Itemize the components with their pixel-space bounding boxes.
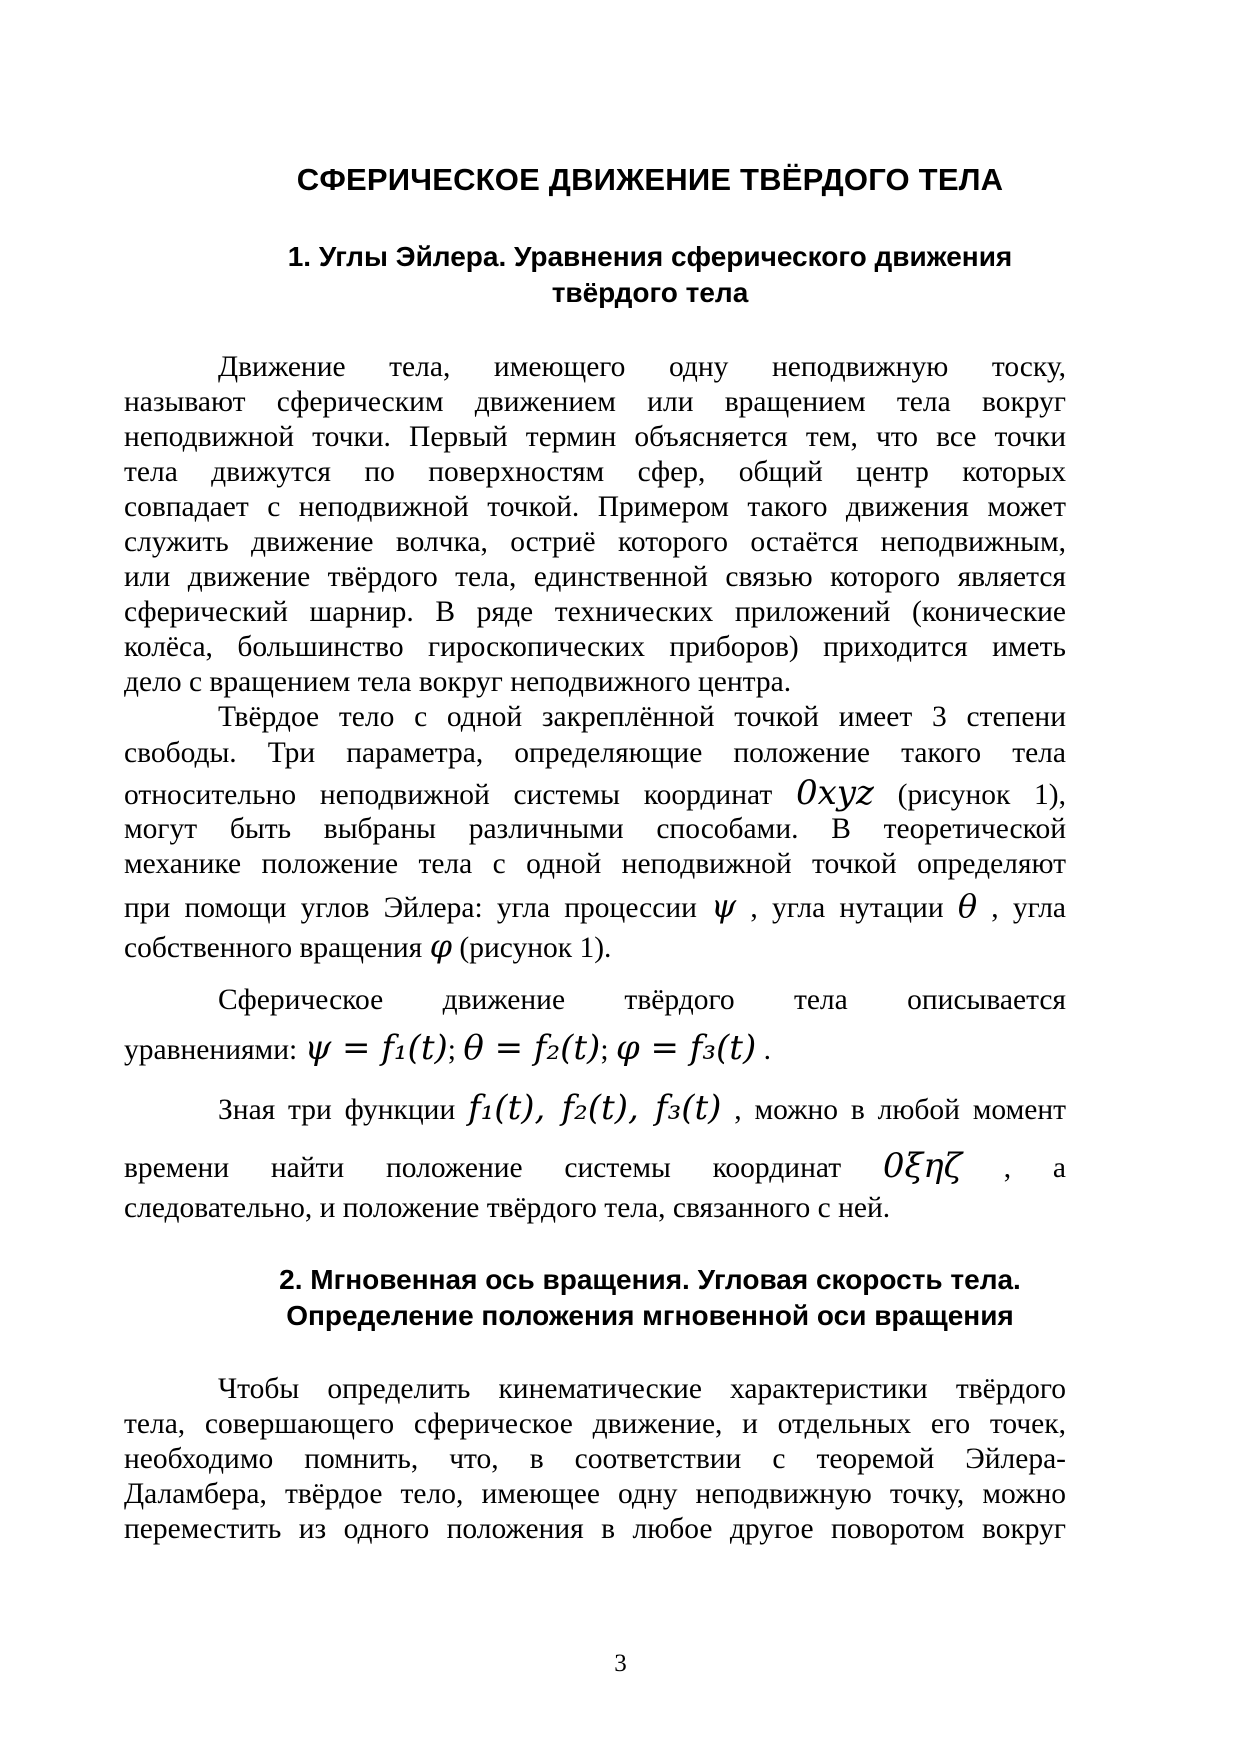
formula-phi: φ: [429, 927, 453, 965]
text-span: (рисунок 1).: [459, 932, 612, 964]
paragraph-line: Даламбера, твёрдое тело, имеющее одну неподвижную точку, можно: [124, 1478, 1066, 1510]
paragraph-line: Сферическое движение твёрдого тела описывается: [218, 984, 1066, 1016]
text-span: , можно в любой момент: [734, 1094, 1067, 1126]
page-number: 3: [614, 1650, 627, 1677]
paragraph-line: [124, 888, 1066, 924]
paragraph-line: необходимо помнить, что, в соответствии с теоремой Эйлера-: [124, 1443, 1066, 1475]
equation-phi: φ = f₃(t): [615, 1028, 757, 1068]
text-span: , угла: [991, 892, 1067, 924]
text-span: собственного вращения: [124, 932, 423, 964]
section-1-heading-line-2: твёрдого тела: [551, 277, 749, 308]
section-2-heading-line-1: 2. Мгновенная ось вращения. Угловая скорость тела.: [279, 1264, 1021, 1295]
formula-psi: ψ: [711, 887, 737, 925]
section-2-heading-line-2: Определение положения мгновенной оси вращения: [286, 1300, 1014, 1331]
paragraph-line: Чтобы определить кинематические характеристики твёрдого: [218, 1373, 1066, 1405]
paragraph-line: уравнениями: ψ = f₁(t); θ = f₂(t); φ = f₃(t) .: [124, 1028, 771, 1068]
paragraph-line: Твёрдое тело с одной закреплённой точкой имеет 3 степени: [218, 701, 1066, 733]
paragraph-line: тела, совершающего сферическое движение, и отдельных его точек,: [124, 1408, 1066, 1440]
text-span: , а: [1003, 1152, 1067, 1184]
paragraph-line: могут быть выбраны различными способами. В теоретической: [124, 813, 1066, 845]
section-1-heading-line-1: 1. Углы Эйлера. Уравнения сферического движения: [287, 241, 1013, 272]
text-span: Зная три функции: [218, 1094, 456, 1126]
paragraph-line: [218, 1090, 1066, 1126]
paragraph-line: Движение тела, имеющего одну неподвижную тоску,: [218, 351, 1066, 383]
paragraph-line: дело с вращением тела вокруг неподвижного центра.: [124, 666, 792, 698]
paragraph-line: служить движение волчка, остриё которого остаётся неподвижным,: [124, 526, 1066, 558]
paragraph-line: свободы. Три параметра, определяющие положение такого тела: [124, 737, 1066, 769]
paragraph-line: следовательно, и положение твёрдого тела, связанного с ней.: [124, 1192, 891, 1224]
equation-psi: ψ = f₁(t): [304, 1028, 448, 1068]
text-span: уравнениями:: [124, 1034, 298, 1066]
paragraph-line: [124, 1148, 1066, 1184]
paragraph-line: колёса, большинство гироскопических приборов) приходится иметь: [124, 631, 1066, 663]
paragraph-line: [124, 775, 1066, 811]
text-span: , угла нутации: [750, 892, 944, 924]
paragraph-line: совпадает с неподвижной точкой. Примером такого движения может: [124, 491, 1066, 523]
section-1-heading: [120, 239, 1180, 311]
formula-0xietazeta: 0ξηζ: [882, 1146, 963, 1186]
paragraph-line: называют сферическим движением или вращением тела вокруг: [124, 386, 1066, 418]
formula-theta: θ: [957, 887, 978, 925]
text-span: при помощи углов Эйлера: угла процессии: [124, 892, 697, 924]
paragraph-line: неподвижной точки. Первый термин объясняется тем, что все точки: [124, 421, 1066, 453]
paragraph-line: переместить из одного положения в любое другое поворотом вокруг: [124, 1513, 1066, 1545]
formula-functions: f₁(t), f₂(t), f₃(t): [468, 1088, 722, 1128]
text-span: (рисунок 1),: [897, 779, 1067, 811]
text-span: относительно неподвижной системы координат: [124, 779, 773, 811]
formula-0xyz: 0xyz: [795, 773, 874, 813]
paragraph-line: сферический шарнир. В ряде технических приложений (конические: [124, 596, 1066, 628]
equation-theta: θ = f₂(t): [463, 1028, 601, 1068]
paragraph-line: [124, 928, 1066, 964]
paragraph-line: тела движутся по поверхностям сфер, общий центр которых: [124, 456, 1066, 488]
text-span: времени найти положение системы координат: [124, 1152, 842, 1184]
paragraph-line: механике положение тела с одной неподвижной точкой определяют: [124, 848, 1066, 880]
page-title: СФЕРИЧЕСКОЕ ДВИЖЕНИЕ ТВЁРДОГО ТЕЛА: [296, 162, 1004, 197]
section-2-heading: [120, 1262, 1180, 1334]
paragraph-line: или движение твёрдого тела, единственной связью которого является: [124, 561, 1066, 593]
